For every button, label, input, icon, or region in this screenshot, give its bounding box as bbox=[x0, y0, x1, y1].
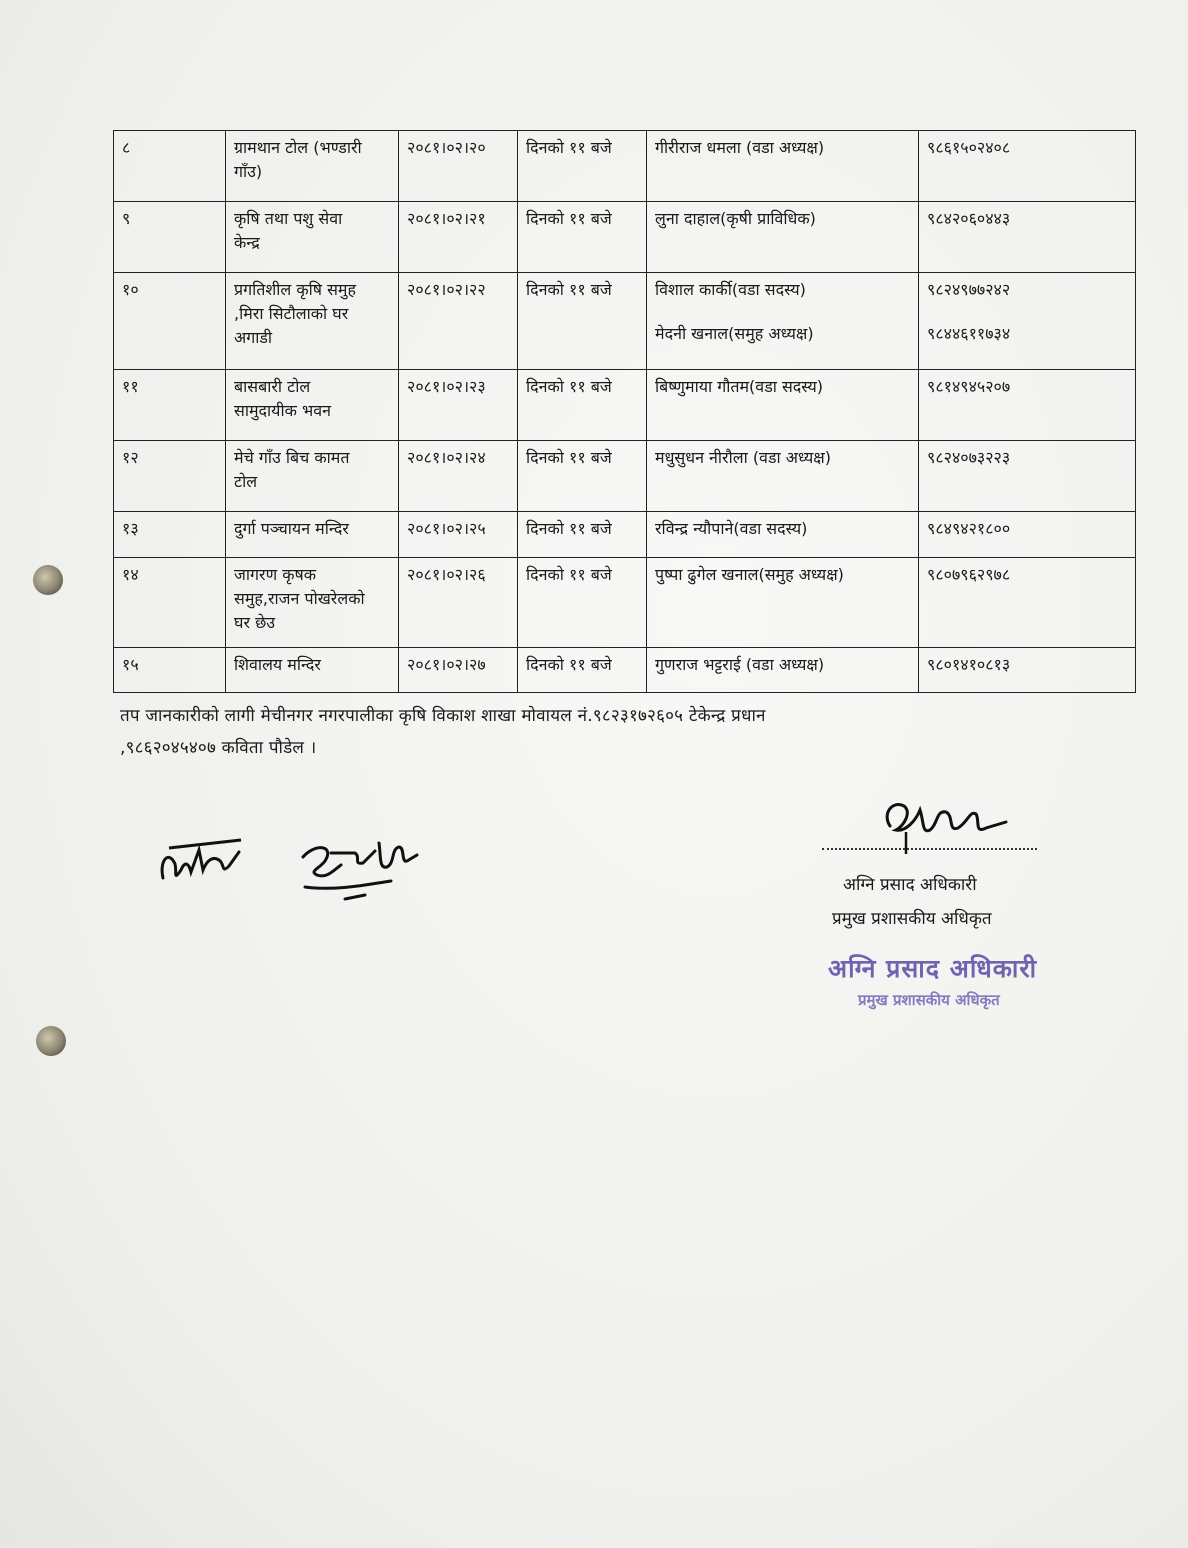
phone-line: ९८४२०६०४४३ bbox=[927, 209, 1011, 228]
phone-cell bbox=[919, 558, 1136, 648]
serial-number-cell: ९ bbox=[114, 202, 226, 273]
place-line: गाँउ) bbox=[234, 162, 263, 181]
phone-line: ९८६१५०२४०८ bbox=[927, 138, 1011, 157]
contact-person-line: गीरीराज धमला (वडा अध्यक्ष) bbox=[655, 138, 825, 157]
date-cell: २०८१।०२।२७ bbox=[399, 648, 518, 693]
table-row bbox=[114, 273, 1136, 370]
serial-number-cell: ८ bbox=[114, 131, 226, 202]
place-cell bbox=[226, 273, 399, 370]
phone-cell bbox=[919, 441, 1136, 512]
place-line: शिवालय मन्दिर bbox=[234, 655, 321, 674]
contact-note-line: तप जानकारीको लागी मेचीनगर नगरपालीका कृषि विकाश शाखा मोवायल नं.९८२३१७२६०५ टेकेन्द्र प्रधान bbox=[120, 706, 766, 726]
phone-cell bbox=[919, 202, 1136, 273]
contact-person-cell bbox=[647, 370, 919, 441]
signature-kabita bbox=[155, 830, 245, 890]
place-line: बासबारी टोल bbox=[234, 377, 311, 396]
signature-tekendra bbox=[295, 835, 430, 905]
serial-number-cell: १३ bbox=[114, 512, 226, 558]
date-cell: २०८१।०२।२५ bbox=[399, 512, 518, 558]
place-cell bbox=[226, 441, 399, 512]
phone-cell bbox=[919, 512, 1136, 558]
time-cell: दिनको ११ बजे bbox=[518, 370, 647, 441]
time-cell: दिनको ११ बजे bbox=[518, 648, 647, 693]
punch-hole bbox=[33, 565, 63, 595]
serial-number-cell: १० bbox=[114, 273, 226, 370]
date-cell: २०८१।०२।२४ bbox=[399, 441, 518, 512]
contact-note-line: ,९८६२०४५४०७ कविता पौडेल । bbox=[120, 738, 317, 758]
signature-officer bbox=[876, 792, 1016, 862]
stamp-name: अग्नि प्रसाद अधिकारी bbox=[828, 954, 1038, 983]
place-line: अगाडी bbox=[234, 328, 273, 347]
table-row bbox=[114, 558, 1136, 648]
phone-line: ९८१४९४५२०७ bbox=[927, 377, 1011, 396]
place-cell bbox=[226, 648, 399, 693]
place-line: मेचे गाँउ बिच कामत bbox=[234, 448, 350, 467]
contact-person-cell bbox=[647, 131, 919, 202]
place-cell bbox=[226, 558, 399, 648]
contact-person-line: पुष्पा ढुगेल खनाल(समुह अध्यक्ष) bbox=[655, 565, 844, 584]
serial-number-cell: १२ bbox=[114, 441, 226, 512]
contact-person-cell bbox=[647, 648, 919, 693]
date-cell: २०८१।०२।२० bbox=[399, 131, 518, 202]
table-row bbox=[114, 648, 1136, 693]
place-line: समुह,राजन पोखरेलको bbox=[234, 589, 365, 608]
serial-number-cell: ११ bbox=[114, 370, 226, 441]
contact-person-line: बिष्णुमाया गौतम(वडा सदस्य) bbox=[655, 377, 824, 396]
time-cell: दिनको ११ बजे bbox=[518, 441, 647, 512]
contact-note bbox=[120, 700, 1020, 764]
time-cell: दिनको ११ बजे bbox=[518, 202, 647, 273]
contact-person-line: विशाल कार्की(वडा सदस्य) bbox=[655, 280, 806, 299]
contact-person-line: रविन्द्र न्यौपाने(वडा सदस्य) bbox=[655, 519, 808, 538]
contact-person-cell bbox=[647, 558, 919, 648]
phone-cell bbox=[919, 370, 1136, 441]
table-row bbox=[114, 512, 1136, 558]
serial-number-cell: १५ bbox=[114, 648, 226, 693]
serial-number-cell: १४ bbox=[114, 558, 226, 648]
contact-person-line: लुना दाहाल(कृषी प्राविधिक) bbox=[655, 209, 816, 228]
schedule-table bbox=[113, 130, 1136, 693]
place-cell bbox=[226, 512, 399, 558]
phone-line: ९८४९४२१८०० bbox=[927, 519, 1011, 538]
time-cell: दिनको ११ बजे bbox=[518, 131, 647, 202]
date-cell: २०८१।०२।२१ bbox=[399, 202, 518, 273]
place-cell bbox=[226, 370, 399, 441]
phone-line: ९८०७९६२९७८ bbox=[927, 565, 1011, 584]
contact-person-line: गुणराज भट्टराई (वडा अध्यक्ष) bbox=[655, 655, 825, 674]
place-line: ,मिरा सिटौलाको घर bbox=[234, 304, 349, 323]
contact-person-cell bbox=[647, 441, 919, 512]
stamp-title: प्रमुख प्रशासकीय अधिकृत bbox=[858, 991, 1000, 1009]
place-line: कृषि तथा पशु सेवा bbox=[234, 209, 343, 228]
place-line: घर छेउ bbox=[234, 613, 276, 632]
table-row bbox=[114, 202, 1136, 273]
place-cell bbox=[226, 202, 399, 273]
contact-person-cell bbox=[647, 273, 919, 370]
phone-line: ९८२४०७३२२३ bbox=[927, 448, 1011, 467]
phone-line: ९८२४९७७२४२ bbox=[927, 280, 1011, 299]
phone-cell bbox=[919, 648, 1136, 693]
place-line: जागरण कृषक bbox=[234, 565, 317, 584]
phone-cell bbox=[919, 273, 1136, 370]
place-line: प्रगतिशील कृषि समुह bbox=[234, 280, 356, 299]
place-line: ग्रामथान टोल (भण्डारी bbox=[234, 138, 362, 157]
contact-person-cell bbox=[647, 202, 919, 273]
phone-line: ९८०१४१०८१३ bbox=[927, 655, 1011, 674]
contact-person-line: मधुसुधन नीरौला (वडा अध्यक्ष) bbox=[655, 448, 831, 467]
contact-person-line: मेदनी खनाल(समुह अध्यक्ष) bbox=[655, 324, 814, 343]
date-cell: २०८१।०२।२६ bbox=[399, 558, 518, 648]
officer-title: प्रमुख प्रशासकीय अधिकृत bbox=[832, 909, 992, 929]
phone-line: ९८४४६११७३४ bbox=[927, 324, 1011, 343]
place-cell bbox=[226, 131, 399, 202]
table-row bbox=[114, 131, 1136, 202]
table-row bbox=[114, 441, 1136, 512]
punch-hole bbox=[36, 1026, 66, 1056]
date-cell: २०८१।०२।२२ bbox=[399, 273, 518, 370]
officer-name: अग्नि प्रसाद अधिकारी bbox=[843, 875, 977, 895]
place-line: केन्द्र bbox=[234, 233, 260, 252]
time-cell: दिनको ११ बजे bbox=[518, 512, 647, 558]
place-line: टोल bbox=[234, 472, 258, 491]
place-line: सामुदायीक भवन bbox=[234, 401, 331, 420]
table-row bbox=[114, 370, 1136, 441]
signature-line bbox=[822, 848, 1037, 850]
contact-person-cell bbox=[647, 512, 919, 558]
phone-cell bbox=[919, 131, 1136, 202]
place-line: दुर्गा पञ्चायन मन्दिर bbox=[234, 519, 349, 538]
date-cell: २०८१।०२।२३ bbox=[399, 370, 518, 441]
time-cell: दिनको ११ बजे bbox=[518, 273, 647, 370]
time-cell: दिनको ११ बजे bbox=[518, 558, 647, 648]
